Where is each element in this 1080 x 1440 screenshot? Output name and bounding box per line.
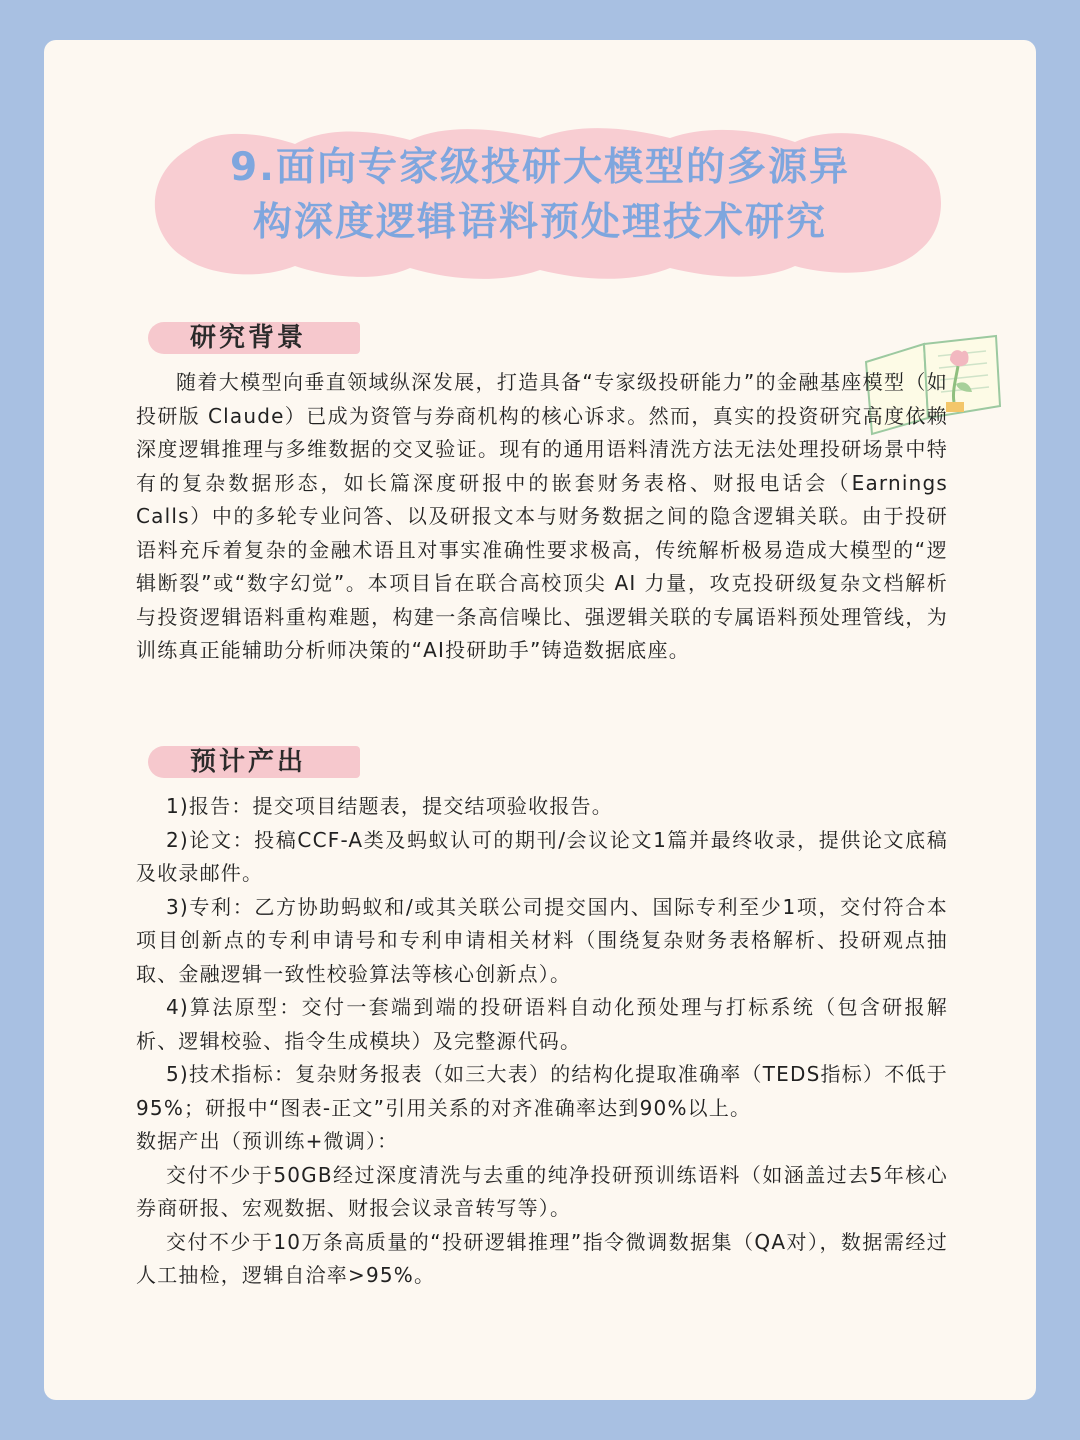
title-banner [130,118,950,288]
data-output-pretrain: 交付不少于50GB经过深度清洗与去重的纯净投研预训练语料（如涵盖过去5年核心券商研报、宏观数据、财报会议录音转写等）。 [136,1162,948,1220]
output-item-patent: 3)专利：乙方协助蚂蚁和/或其关联公司提交国内、国际专利至少1项，交付符合本项目创新点的专利申请号和专利申请相关材料（围绕复杂财务表格解析、投研观点抽取、金融逻辑一致性校验算法等核心创新点）。 [136,894,948,986]
output-item-report: 1)报告：提交项目结题表，提交结项验收报告。 [166,794,613,818]
output-item-metrics: 5)技术指标：复杂财务报表（如三大表）的结构化提取准确率（TEDS指标）不低于95%；研报中“图表-正文”引用关系的对齐准确率达到90%以上。 [136,1062,948,1120]
background-paragraph [136,366,948,668]
title-line-1: 9.面向专家级投研大模型的多源异 [230,145,850,190]
page-title [150,140,930,250]
data-output-heading: 数据产出（预训练+微调）： [136,1129,399,1153]
section-title-background: 研究背景 [190,323,307,353]
section-title-outputs: 预计产出 [190,747,307,777]
data-output-finetune: 交付不少于10万条高质量的“投研逻辑推理”指令微调数据集（QA对），数据需经过人工抽检，逻辑自洽率>95%。 [136,1229,948,1287]
output-item-paper: 2)论文：投稿CCF-A类及蚂蚁认可的期刊/会议论文1篇并最终收录，提供论文底稿及收录邮件。 [136,827,948,885]
section-header-background [148,318,364,358]
outputs-list [136,790,948,1293]
output-item-algorithm: 4)算法原型：交付一套端到端的投研语料自动化预处理与打标系统（包含研报解析、逻辑校验、指令生成模块）及完整源代码。 [136,995,948,1053]
section-header-outputs [148,742,364,782]
title-line-2: 构深度逻辑语料预处理技术研究 [252,200,827,245]
background-text: 随着大模型向垂直领域纵深发展，打造具备“专家级投研能力”的金融基座模型（如投研版 Claude）已成为资管与券商机构的核心诉求。然而，真实的投资研究高度依赖深度逻辑推理与多维数据的交叉验证。现有的通用语料清洗方法无法处理投研场景中特有的复杂数据形态，如长篇深度研报中的嵌套财务表格、财报电话会（Earnings Calls）中的多轮专业问答、以及研报文本与财务数据之间的隐含逻辑关联。由于投研语料充斥着复杂的金融术语且对事实准确性要求极高，传统解析极易造成大模型的“逻辑断裂”或“数字幻觉”。本项目旨在联合高校顶尖 AI 力量，攻克投研级复杂文档解析与投资逻辑语料重构难题，构建一条高信噪比、强逻辑关联的专属语料预处理管线，为训练真正能辅助分析师决策的“AI投研助手”铸造数据底座。 [136,370,948,662]
